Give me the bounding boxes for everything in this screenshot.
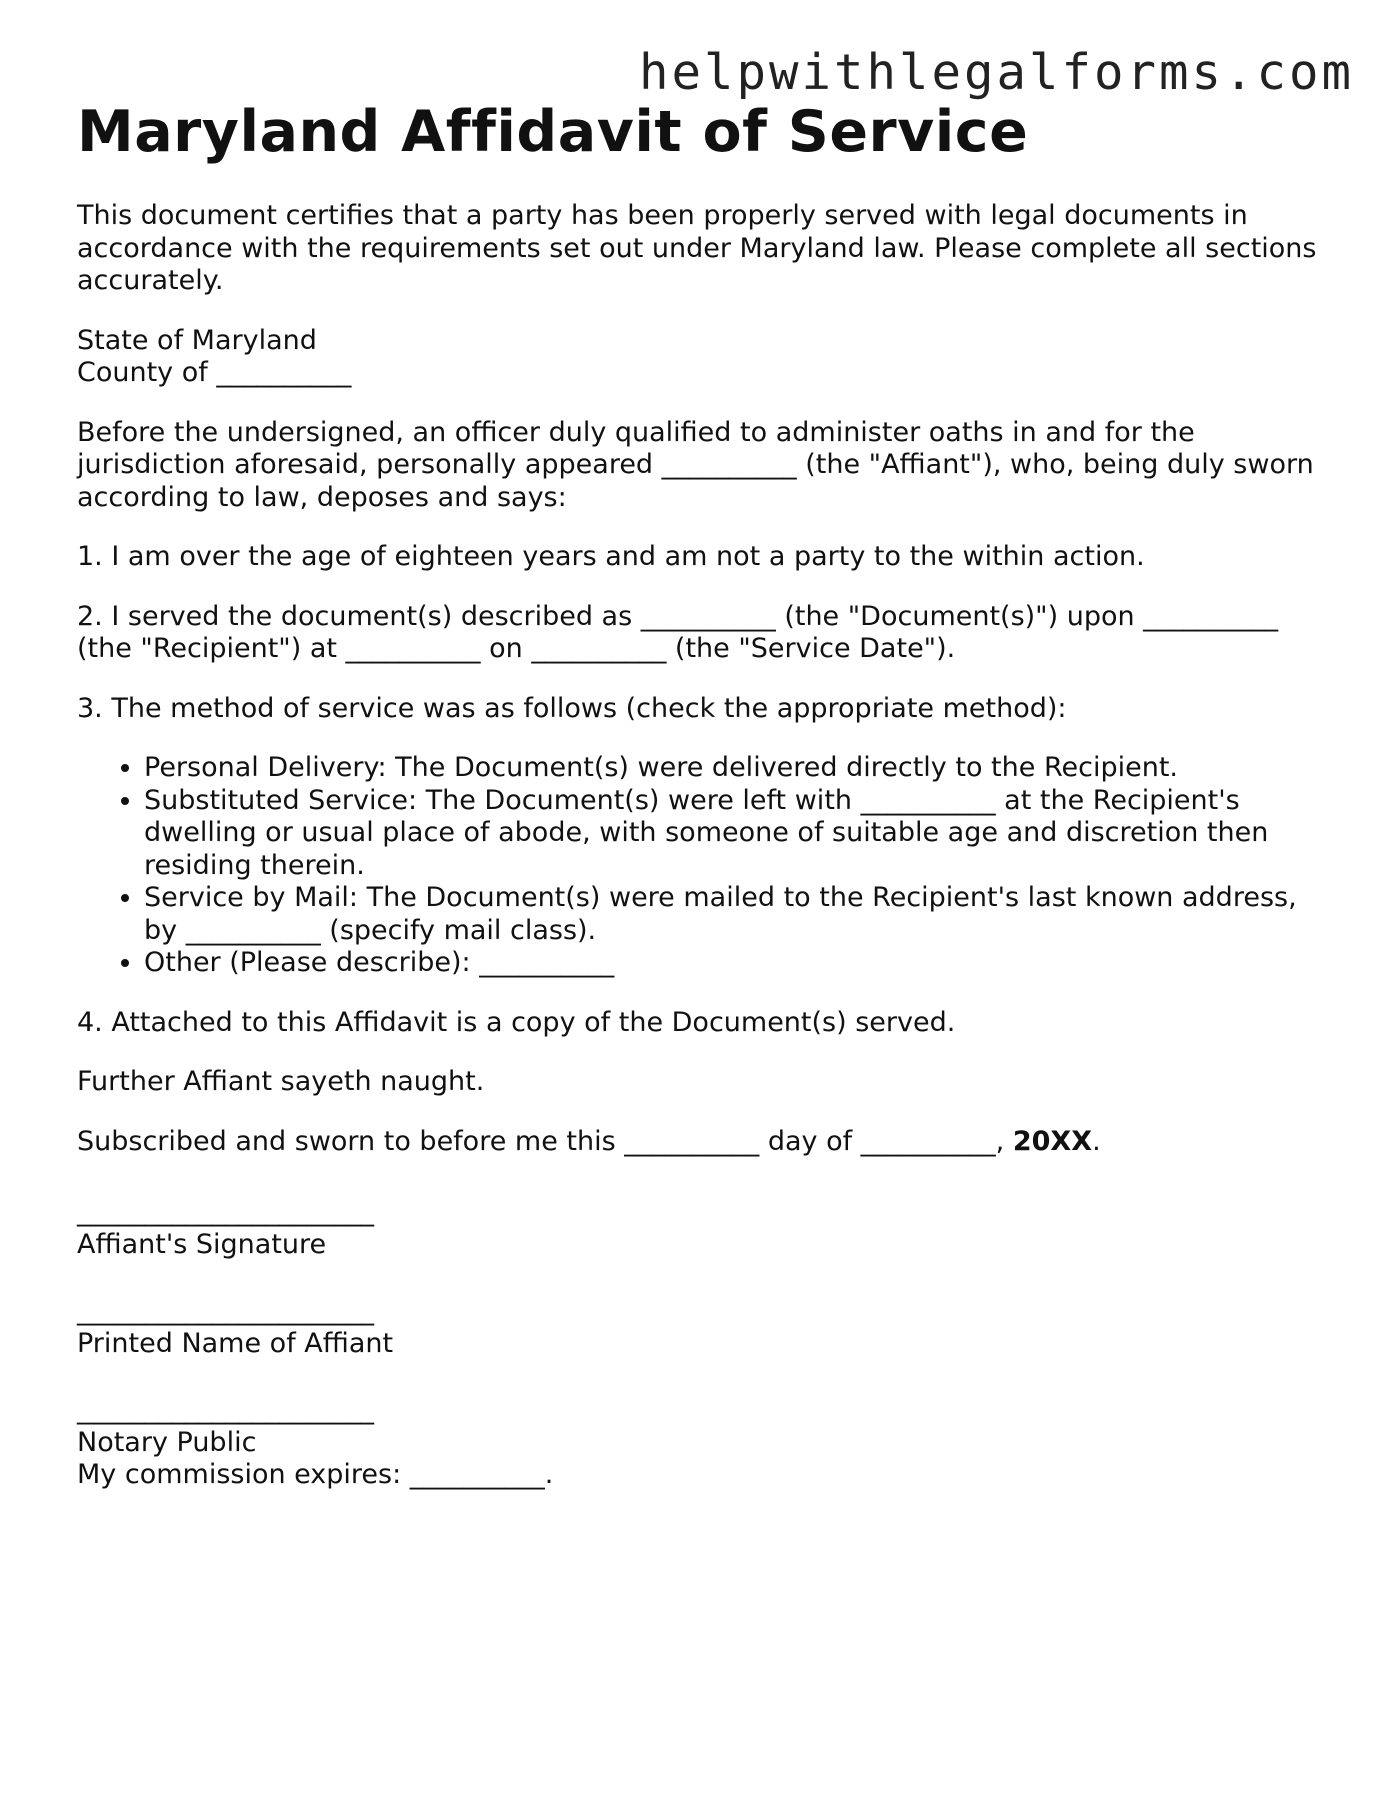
- signature-line: ______________________: [77, 1394, 374, 1425]
- method-other: • Other (Please describe): __________: [144, 947, 1327, 980]
- method-substituted-service: • Substituted Service: The Document(s) were left with __________ at the Recipient's dwelling or usual place of abode, with someone of suitable age and discretion then residing therein.: [144, 785, 1327, 883]
- item-3: 3. The method of service was as follows (check the appropriate method):: [77, 692, 1067, 724]
- notary-block: [77, 1394, 1327, 1492]
- method-personal-delivery: • Personal Delivery: The Document(s) were delivered directly to the Recipient.: [144, 752, 1327, 785]
- affiant-signature-label: Affiant's Signature: [77, 1228, 327, 1260]
- item-4: 4. Attached to this Affidavit is a copy of the Document(s) served.: [77, 1006, 956, 1038]
- venue-block: [77, 325, 1327, 390]
- item-2: 2. I served the document(s) described as __________ (the "Document(s)") upon __________ (the "Recipient") at __________ on __________ (the "Service Date").: [77, 600, 1279, 664]
- document-body: [77, 98, 1327, 1492]
- subscribed-year: 20XX: [1012, 1125, 1093, 1157]
- subscribed-text: Subscribed and sworn to before me this __________ day of __________,: [77, 1125, 1013, 1157]
- state-line: State of Maryland: [77, 324, 317, 356]
- service-methods-list: [77, 752, 1327, 980]
- preamble-paragraph: Before the undersigned, an officer duly qualified to administer oaths in and for the jurisdiction aforesaid, personally appeared __________ (the "Affiant"), who, being duly sworn according to law, deposes and says:: [77, 416, 1314, 513]
- subscribed-end: .: [1092, 1125, 1101, 1157]
- commission-expires-line: My commission expires: __________.: [77, 1459, 554, 1490]
- notary-label: Notary Public: [77, 1426, 257, 1458]
- affiant-signature-block: [77, 1196, 1327, 1261]
- page-title: Maryland Affidavit of Service: [77, 99, 1029, 165]
- printed-name-label: Printed Name of Affiant: [77, 1327, 394, 1359]
- method-service-by-mail: • Service by Mail: The Document(s) were mailed to the Recipient's last known address, by __________ (specify mail class).: [144, 882, 1327, 947]
- signature-line: ______________________: [77, 1196, 374, 1227]
- item-1: 1. I am over the age of eighteen years and am not a party to the within action.: [77, 541, 1145, 572]
- signature-line: ______________________: [77, 1295, 374, 1326]
- intro-paragraph: This document certifies that a party has been properly served with legal documents in accordance with the requirements set out under Maryland law. Please complete all sections accurately.: [77, 200, 1317, 296]
- county-line: County of __________: [77, 357, 352, 388]
- printed-name-block: [77, 1295, 1327, 1360]
- watermark: helpwithlegalforms.com: [638, 44, 1354, 101]
- further-statement: Further Affiant sayeth naught.: [77, 1066, 485, 1097]
- subscribed-line: [77, 1126, 1327, 1159]
